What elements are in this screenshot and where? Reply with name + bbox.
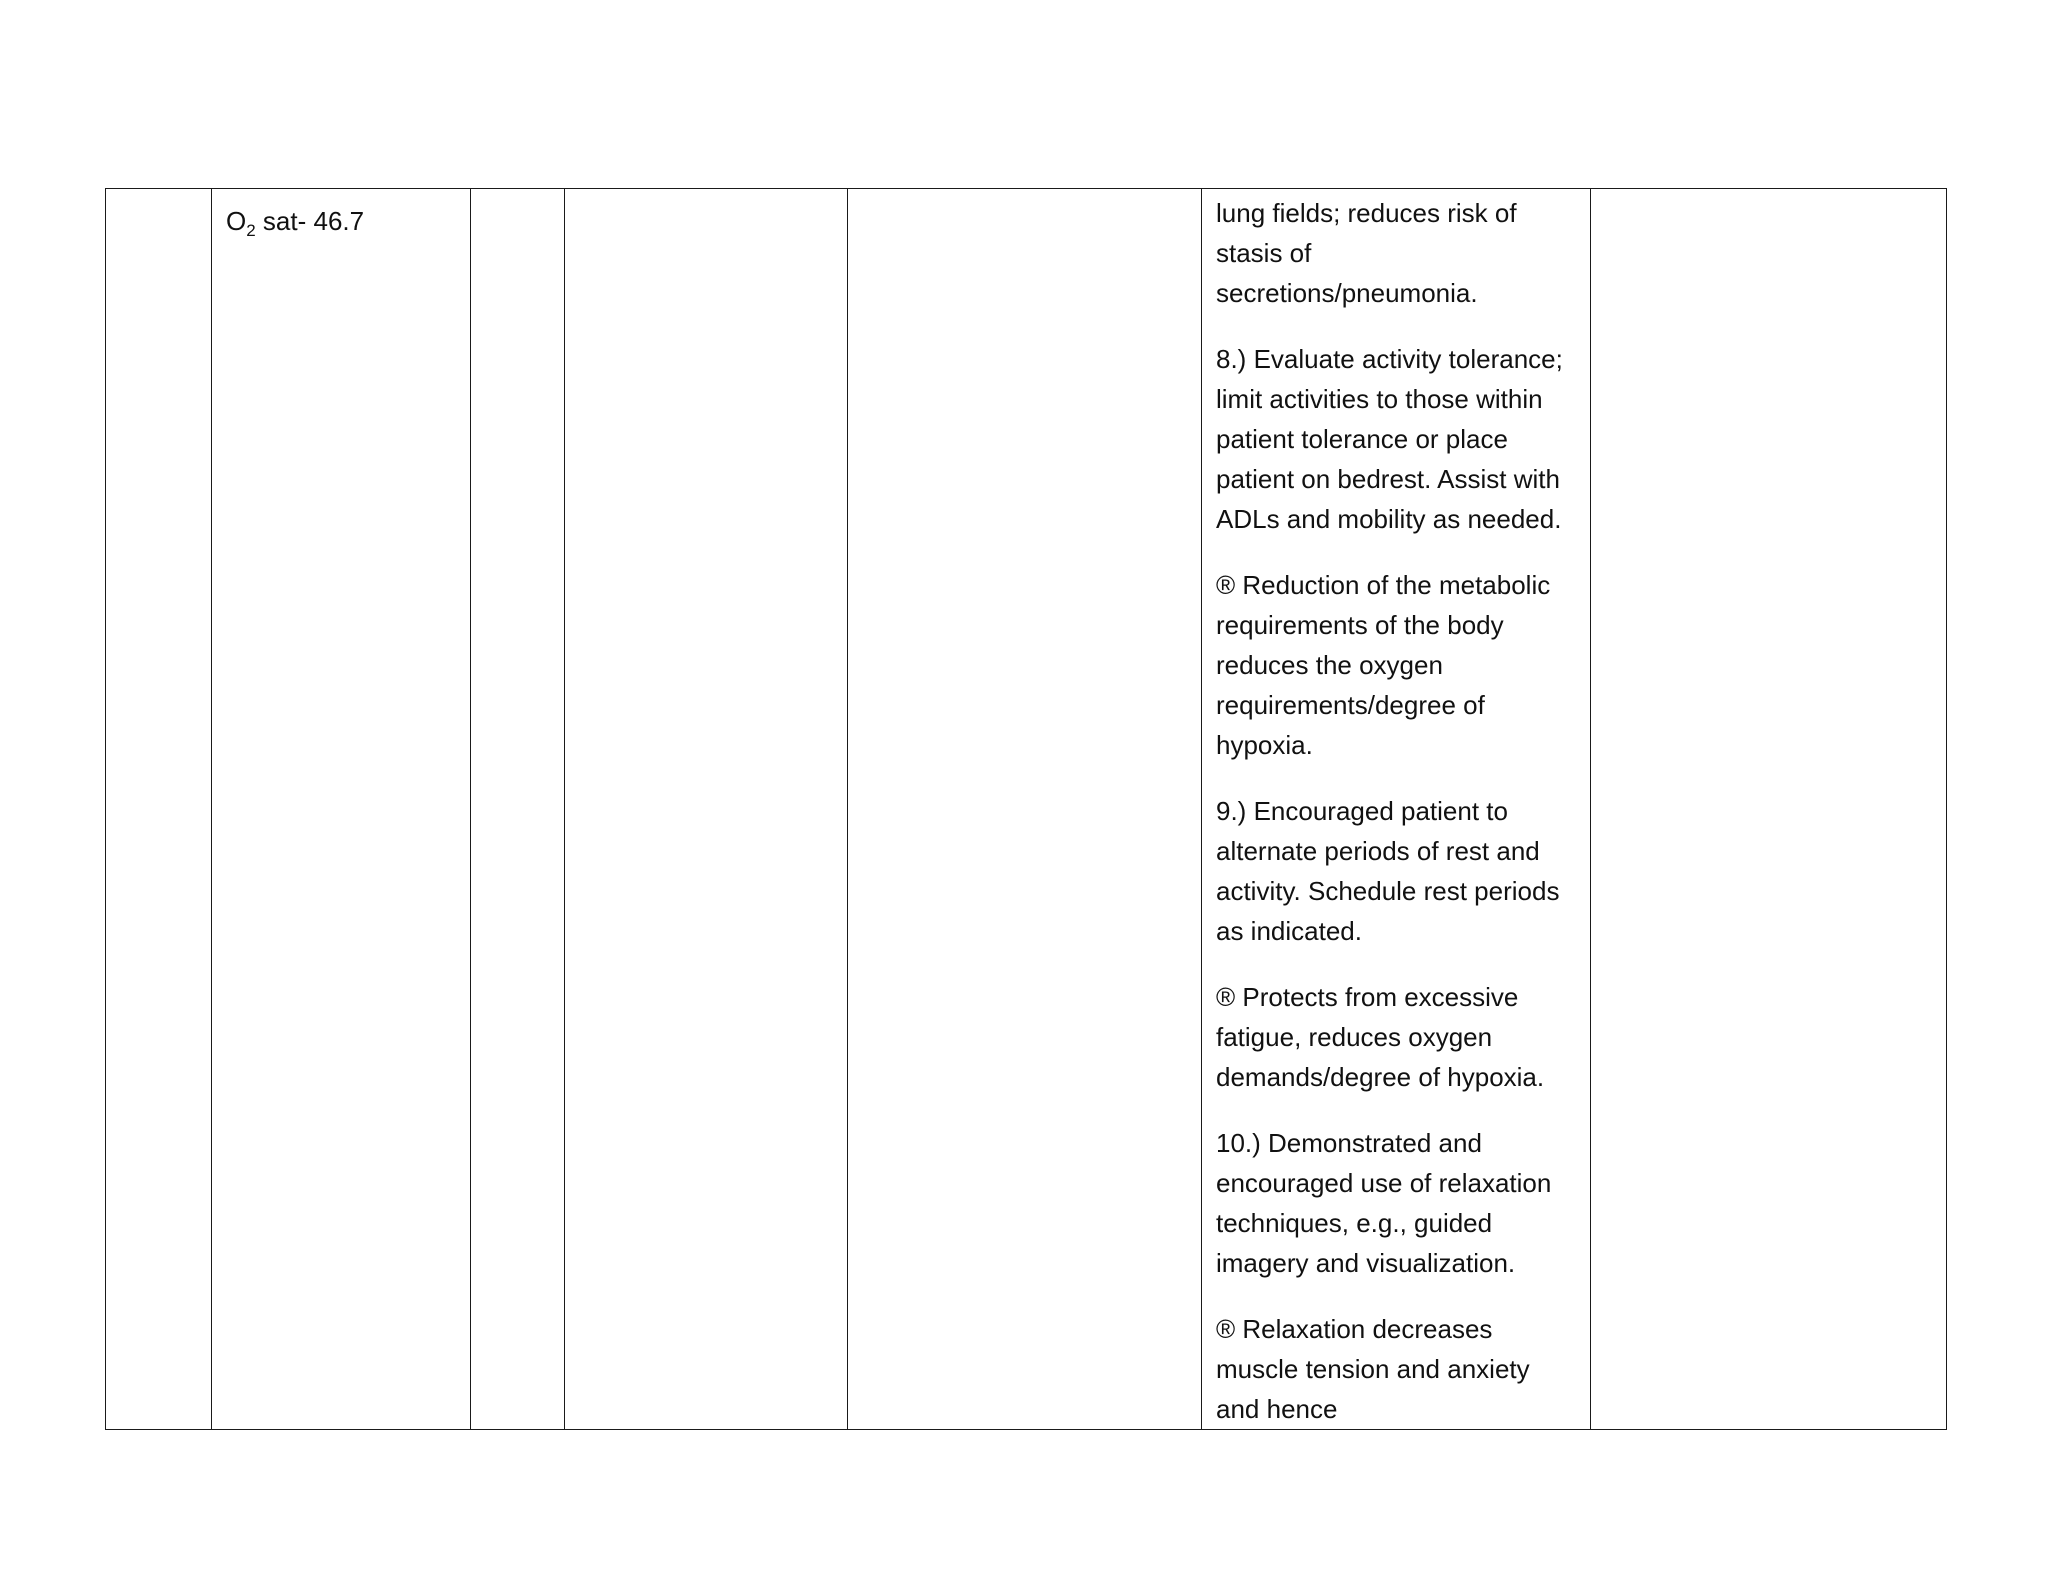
intervention-paragraph: 9.) Encouraged patient to alternate periods of rest and activity. Schedule rest periods as indicated.	[1216, 796, 1560, 946]
table-cell-assessment	[212, 189, 471, 1430]
o2-sat-value: $O_2$ sat- 46.7	[226, 206, 365, 241]
table-cell-col-4	[565, 189, 848, 1430]
rationale-paragraph: ® Relaxation decreases muscle tension and anxiety and hence	[1216, 1314, 1530, 1424]
table-row	[106, 189, 1947, 1430]
nursing-care-plan-table	[105, 188, 1947, 1430]
table-cell-col-3	[471, 189, 565, 1430]
table-cell-interventions	[1202, 189, 1591, 1430]
intervention-paragraph: 10.) Demonstrated and encouraged use of relaxation techniques, e.g., guided imagery and visualization.	[1216, 1128, 1552, 1278]
rationale-paragraph: ® Protects from excessive fatigue, reduces oxygen demands/degree of hypoxia.	[1216, 982, 1545, 1092]
intervention-paragraph: 8.) Evaluate activity tolerance; limit activities to those within patient tolerance or place patient on bedrest. Assist with ADLs and mobility as needed.	[1216, 344, 1563, 534]
rationale-paragraph: ® Reduction of the metabolic requirements of the body reduces the oxygen requirements/degree of hypoxia.	[1216, 570, 1551, 760]
table-cell-col-1	[106, 189, 212, 1430]
table-cell-col-7	[1591, 189, 1947, 1430]
intervention-paragraph: lung fields; reduces risk of stasis of secretions/pneumonia.	[1216, 198, 1517, 308]
table-cell-col-5	[848, 189, 1202, 1430]
